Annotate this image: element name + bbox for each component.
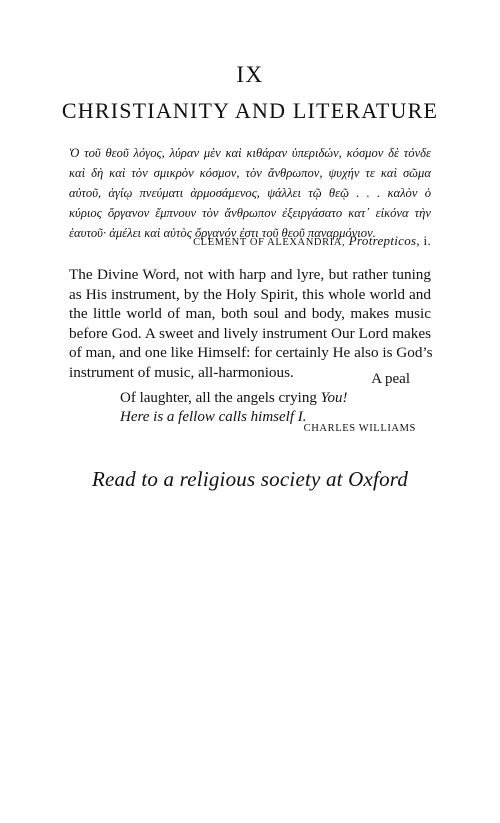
verse-line-3: Here is a fellow calls himself I. — [120, 409, 307, 425]
chapter-number: IX — [236, 62, 264, 87]
chapter-note: Read to a religious society at Oxford — [91, 467, 409, 491]
greek-line: Ὁ τοῦ θεοῦ λόγος, λύραν μὲν καὶ κιθάραν ὑπεριδών, κόσμον δὲ τόνδε — [69, 146, 431, 160]
attribution-author: CLEMENT OF ALEXANDRIA, — [193, 237, 346, 248]
verse-quote — [120, 370, 431, 427]
verse-line-2-text: Of laughter, all the angels crying — [120, 390, 321, 406]
translation-line: the little world of man, both soul and body, makes music — [69, 305, 431, 322]
greek-line: κύριος ὄργανον ἔμπνουν τὸν ἄνθρωπον ἐξειργάσατο κατ᾽ εἰκόνα τὴν — [69, 206, 431, 220]
chapter-title: CHRISTIANITY AND LITERATURE — [61, 98, 439, 123]
translation-line: as His instrument, by the Holy Spirit, this whole world and — [69, 285, 431, 303]
greek-line: καὶ δὴ καὶ τὸν σμικρὸν κόσμον, τὸν ἄνθρωπον, ψυχήν τε καὶ σῶμα — [69, 166, 431, 180]
translation-line: instrument of music, all-harmonious. — [69, 363, 294, 381]
verse-line-2-italic: You! — [320, 390, 348, 406]
translation-line: of man, and one like Himself: for certainly He also is God’s — [69, 344, 433, 361]
attribution-work: Protrepticos, — [348, 233, 420, 248]
translation-paragraph — [69, 265, 431, 382]
translation-line: The Divine Word, not with harp and lyre, but rather tuning — [69, 266, 431, 283]
verse-line-1: A peal — [371, 371, 410, 387]
translation-line: before God. A sweet and lively instrument Our Lord makes — [69, 324, 431, 342]
greek-line: ἑαυτοῦ· ἀμέλει καὶ αὐτὸς ὄργανόν ἐστι τοῦ θεοῦ παναρμόνιον. — [69, 226, 376, 240]
verse-attribution: CHARLES WILLIAMS — [303, 423, 416, 434]
epigraph-attribution — [193, 233, 431, 249]
attribution-ref: i. — [423, 233, 431, 248]
greek-line: αὐτοῦ, ἁγίῳ πνεύματι ἁρμοσάμενος, ψάλλει τῷ θεῷ . . . καλὸν ὁ — [69, 186, 431, 200]
verse-line-2 — [120, 389, 431, 408]
greek-epigraph — [69, 143, 431, 243]
